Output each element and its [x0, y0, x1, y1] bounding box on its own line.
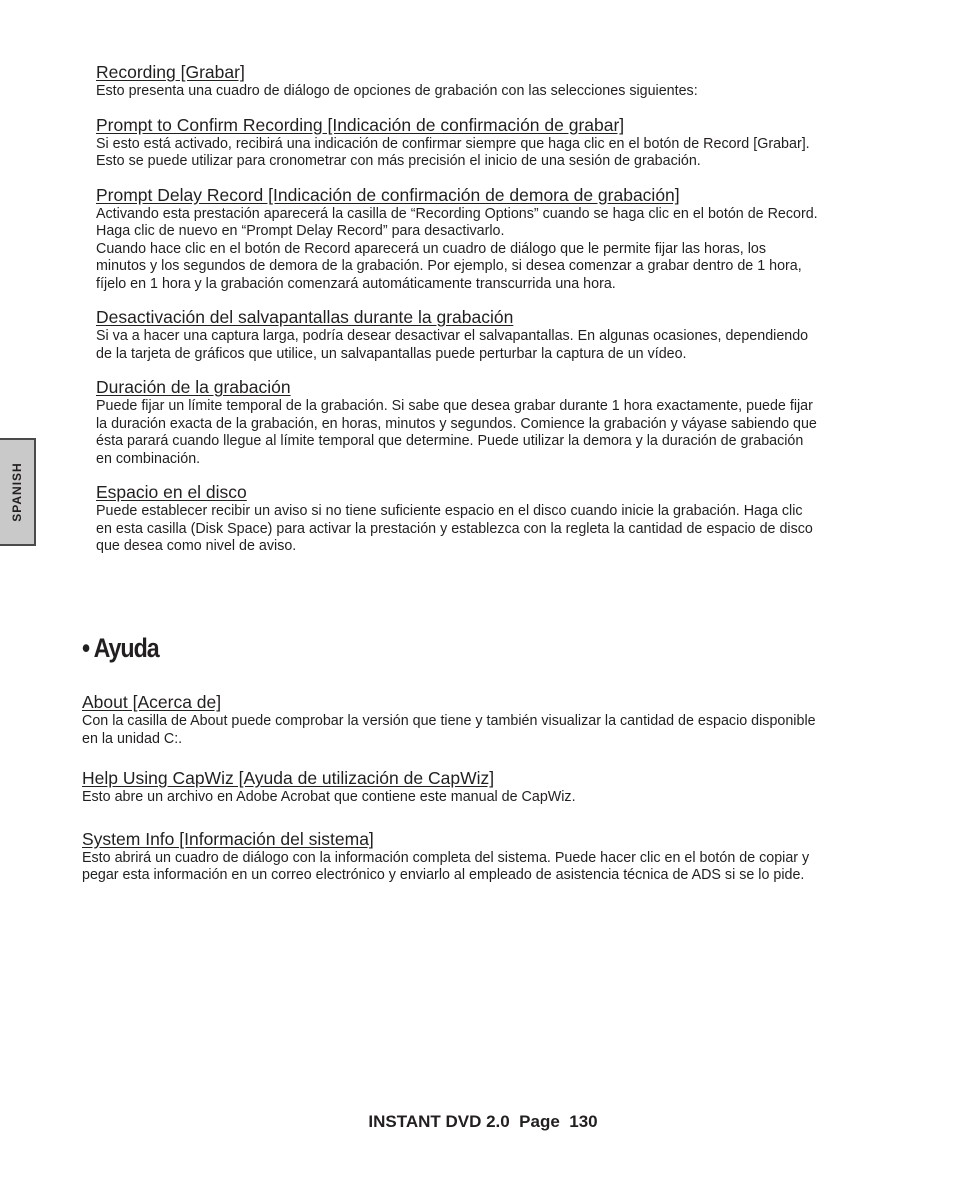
entry-duration — [96, 377, 886, 468]
entry-prompt-delay — [96, 185, 886, 294]
heading-recording: Recording [Grabar] — [96, 62, 245, 82]
heading-prompt-confirm: Prompt to Confirm Recording [Indicación de confirmación de grabar] — [96, 114, 625, 135]
entry-prompt-confirm — [96, 115, 886, 171]
heading-system-info: System Info [Información del sistema] — [82, 828, 374, 849]
paragraph-duration: Puede fijar un límite temporal de la grabación. Si sabe que desea grabar durante 1 hora exactamente, puede fijar la duración exacta de la grabación, en horas, minutos y segundos. Comience la grabación y váyase sabiendo que ésta parará cuando llegue al límite temporal que determine. Puede utilizar la demora y la duración de grabación en combinación. — [96, 398, 817, 467]
paragraph-recording: Esto presenta una cuadro de diálogo de opciones de grabación con las selecciones siguientes: — [96, 83, 698, 99]
entry-about — [82, 692, 872, 748]
paragraph-disk-space: Puede establecer recibir un aviso si no tiene suficiente espacio en el disco cuando inicie la grabación. Haga clic en esta casilla (Disk Space) para activar la prestación y establezca con la regleta la cantidad de espacio de disco que desea como nivel de aviso. — [96, 503, 813, 554]
entry-screensaver — [96, 307, 886, 363]
heading-about: About [Acerca de] — [82, 692, 222, 712]
ayuda-title: • Ayuda — [82, 633, 159, 663]
recording-options-section — [96, 62, 886, 556]
heading-disk-space: Espacio en el disco — [96, 482, 247, 502]
heading-prompt-delay: Prompt Delay Record [Indicación de confirmación de demora de grabación] — [96, 184, 680, 205]
paragraph-system-info: Esto abrirá un cuadro de diálogo con la información completa del sistema. Puede hacer clic en el botón de copiar y pegar esta información en un correo electrónico y enviarlo al empleado de asistencia técnica de ADS si se lo pide. — [82, 849, 810, 883]
heading-screensaver: Desactivación del salvapantallas durante la grabación — [96, 307, 514, 327]
entry-help-capwiz — [82, 768, 872, 807]
heading-duration: Duración de la grabación — [96, 377, 291, 397]
paragraph-about: Con la casilla de About puede comprobar la versión que tiene y también visualizar la cantidad de espacio disponible en la unidad C:. — [82, 713, 816, 747]
paragraph-prompt-confirm: Si esto está activado, recibirá una indicación de confirmar siempre que haga clic en el botón de Record [Grabar]. Esto se puede utilizar para cronometrar con más precisión el inicio de una sesión de grabación. — [96, 135, 810, 169]
entry-disk-space — [96, 482, 886, 556]
language-side-tab — [0, 438, 36, 546]
entry-system-info — [82, 829, 872, 885]
entry-recording — [96, 62, 886, 101]
ayuda-section — [82, 632, 872, 885]
side-tab-label: SPANISH — [10, 462, 24, 522]
paragraph-help-capwiz: Esto abre un archivo en Adobe Acrobat que contiene este manual de CapWiz. — [82, 789, 576, 805]
page-footer: INSTANT DVD 2.0 Page 130 — [368, 1112, 598, 1131]
paragraph-screensaver: Si va a hacer una captura larga, podría desear desactivar el salvapantallas. En algunas ocasiones, dependiendo de la tarjeta de gráficos que utilice, un salvapantallas puede perturbar la captura de un vídeo. — [96, 328, 809, 362]
paragraph-prompt-delay: Activando esta prestación aparecerá la casilla de “Recording Options” cuando se haga clic en el botón de Record. Haga clic de nuevo en “Prompt Delay Record” para desactivarlo. Cuando hace clic en el botón de Record aparecerá un cuadro de diálogo que le permite fijar las horas, los minutos y los segundos de demora de la grabación. Por ejemplo, si desea comenzar a grabar dentro de 1 hora, fíjelo en 1 hora y la grabación comenzará automáticamente transcurrida una hora. — [96, 205, 818, 292]
heading-help-capwiz: Help Using CapWiz [Ayuda de utilización de CapWiz] — [82, 768, 495, 788]
